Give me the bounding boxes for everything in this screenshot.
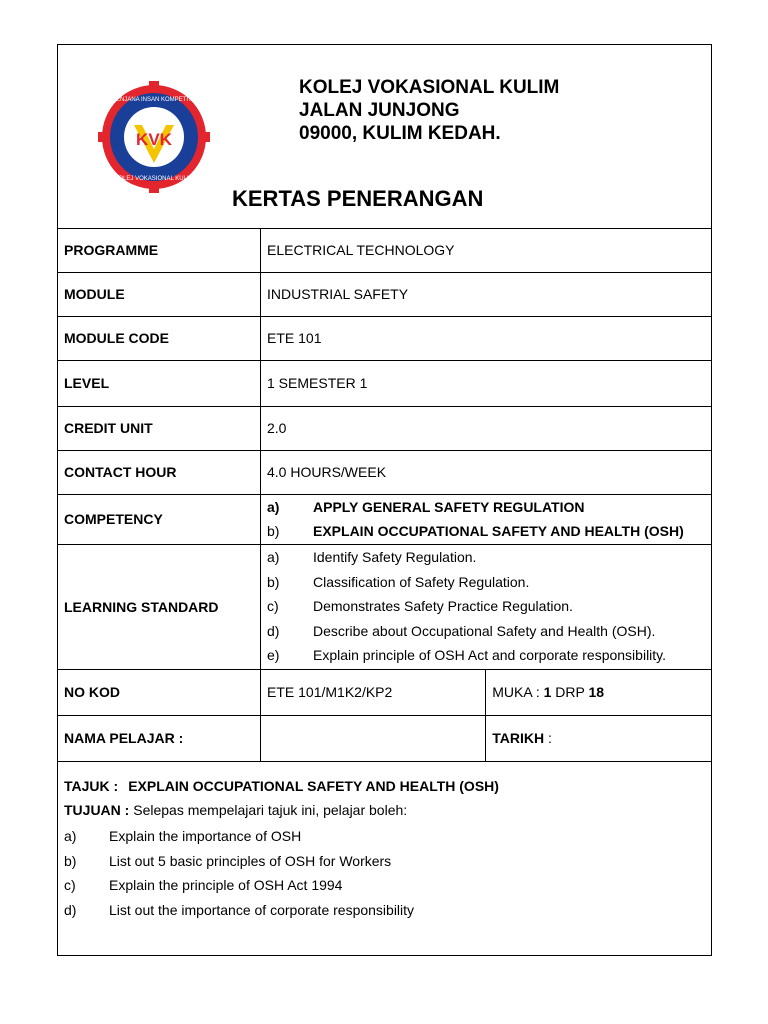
ls-text: Explain principle of OSH Act and corporate responsibility. — [313, 647, 667, 664]
ls-text: Describe about Occupational Safety and Health (OSH). — [313, 622, 656, 639]
row-nama-pelajar — [58, 715, 711, 761]
row-learning-standard — [58, 544, 711, 669]
objective-text: Explain the importance of OSH — [109, 828, 302, 844]
document-header — [58, 45, 711, 229]
list-item — [267, 495, 705, 520]
ls-text: Demonstrates Safety Practice Regulation. — [313, 598, 573, 615]
objective-marker: b) — [64, 852, 77, 869]
row-module — [58, 272, 711, 316]
tujuan-text: Selepas mempelajari tajuk ini, pelajar boleh: — [129, 802, 408, 818]
competency-value — [261, 494, 712, 544]
ls-marker: d) — [267, 622, 280, 639]
ls-marker: b) — [267, 573, 280, 590]
college-logo — [98, 81, 210, 193]
objective-intro — [64, 802, 704, 818]
nama-pelajar-value — [261, 715, 486, 761]
document-frame — [57, 44, 712, 956]
contact-hour-label: CONTACT HOUR — [58, 450, 261, 494]
row-competency — [58, 494, 711, 544]
contact-hour-value: 4.0 HOURS/WEEK — [261, 450, 712, 494]
credit-unit-value: 2.0 — [261, 406, 712, 450]
tujuan-label: TUJUAN : — [64, 802, 130, 818]
module-code-value: ETE 101 — [261, 316, 712, 360]
competency-text: EXPLAIN OCCUPATIONAL SAFETY AND HEALTH (OSH) — [313, 523, 684, 539]
row-module-code — [58, 316, 711, 360]
list-item — [64, 873, 704, 898]
module-code-label: MODULE CODE — [58, 316, 261, 360]
muka-label: MUKA : — [492, 684, 544, 700]
list-item — [64, 898, 704, 923]
logo-letters: KVK — [136, 130, 172, 149]
college-address — [299, 76, 559, 145]
objective-text: List out the importance of corporate responsibility — [109, 901, 415, 918]
muka-of: DRP — [551, 684, 589, 700]
list-item — [267, 619, 705, 644]
row-contact-hour — [58, 450, 711, 494]
objective-list — [64, 824, 704, 922]
learning-standard-list — [267, 545, 705, 668]
topic-title — [64, 778, 704, 794]
document-title: KERTAS PENERANGAN — [232, 186, 484, 211]
tarikh-cell — [486, 715, 711, 761]
tarikh-label: TARIKH — [492, 730, 545, 746]
competency-label: COMPETENCY — [58, 494, 261, 544]
college-city: 09000, KULIM KEDAH. — [299, 123, 501, 144]
row-level — [58, 360, 711, 406]
list-item — [267, 643, 705, 668]
competency-marker: a) — [267, 498, 280, 515]
learning-standard-label: LEARNING STANDARD — [58, 544, 261, 669]
module-info-table — [58, 228, 711, 762]
list-item — [267, 570, 705, 595]
objective-text: Explain the principle of OSH Act 1994 — [109, 877, 343, 893]
row-no-kod — [58, 669, 711, 715]
logo-text-top: MENJANA INSAN KOMPETITIF — [110, 97, 198, 103]
list-item — [267, 519, 705, 544]
ls-text: Classification of Safety Regulation. — [313, 573, 530, 590]
college-name: KOLEJ VOKASIONAL KULIM — [299, 77, 560, 98]
list-item — [267, 545, 705, 570]
tajuk-text: EXPLAIN OCCUPATIONAL SAFETY AND HEALTH (OSH) — [128, 778, 499, 794]
credit-unit-label: CREDIT UNIT — [58, 406, 261, 450]
muka-page: 1 — [543, 684, 552, 700]
ls-marker: c) — [267, 598, 279, 615]
no-kod-label: NO KOD — [58, 669, 261, 715]
competency-marker: b) — [267, 523, 280, 539]
competency-list — [267, 495, 705, 544]
college-street: JALAN JUNJONG — [299, 100, 460, 121]
objective-marker: c) — [64, 877, 76, 893]
tarikh-separator: : — [544, 730, 552, 746]
muka-cell — [486, 669, 711, 715]
no-kod-value: ETE 101/M1K2/KP2 — [261, 669, 486, 715]
muka-total: 18 — [588, 684, 605, 700]
row-programme — [58, 228, 711, 272]
nama-pelajar-label: NAMA PELAJAR : — [58, 715, 261, 761]
competency-text: APPLY GENERAL SAFETY REGULATION — [313, 498, 585, 515]
level-value: 1 SEMESTER 1 — [261, 360, 712, 406]
programme-label: PROGRAMME — [58, 228, 261, 272]
ls-marker: e) — [267, 647, 280, 664]
learning-standard-value — [261, 544, 712, 669]
list-item — [64, 849, 704, 874]
level-label: LEVEL — [58, 360, 261, 406]
tajuk-label: TAJUK : — [64, 778, 119, 794]
logo-text-bottom: KOLEJ VOKASIONAL KULIM — [114, 176, 194, 182]
objective-marker: a) — [64, 828, 77, 844]
row-credit-unit — [58, 406, 711, 450]
ls-text: Identify Safety Regulation. — [313, 549, 477, 566]
topic-section — [64, 778, 704, 922]
ls-marker: a) — [267, 549, 280, 566]
list-item — [267, 594, 705, 619]
objective-text: List out 5 basic principles of OSH for Workers — [109, 852, 392, 869]
module-value: INDUSTRIAL SAFETY — [261, 272, 712, 316]
module-label: MODULE — [58, 272, 261, 316]
programme-value: ELECTRICAL TECHNOLOGY — [261, 228, 712, 272]
list-item — [64, 824, 704, 849]
objective-marker: d) — [64, 901, 77, 918]
